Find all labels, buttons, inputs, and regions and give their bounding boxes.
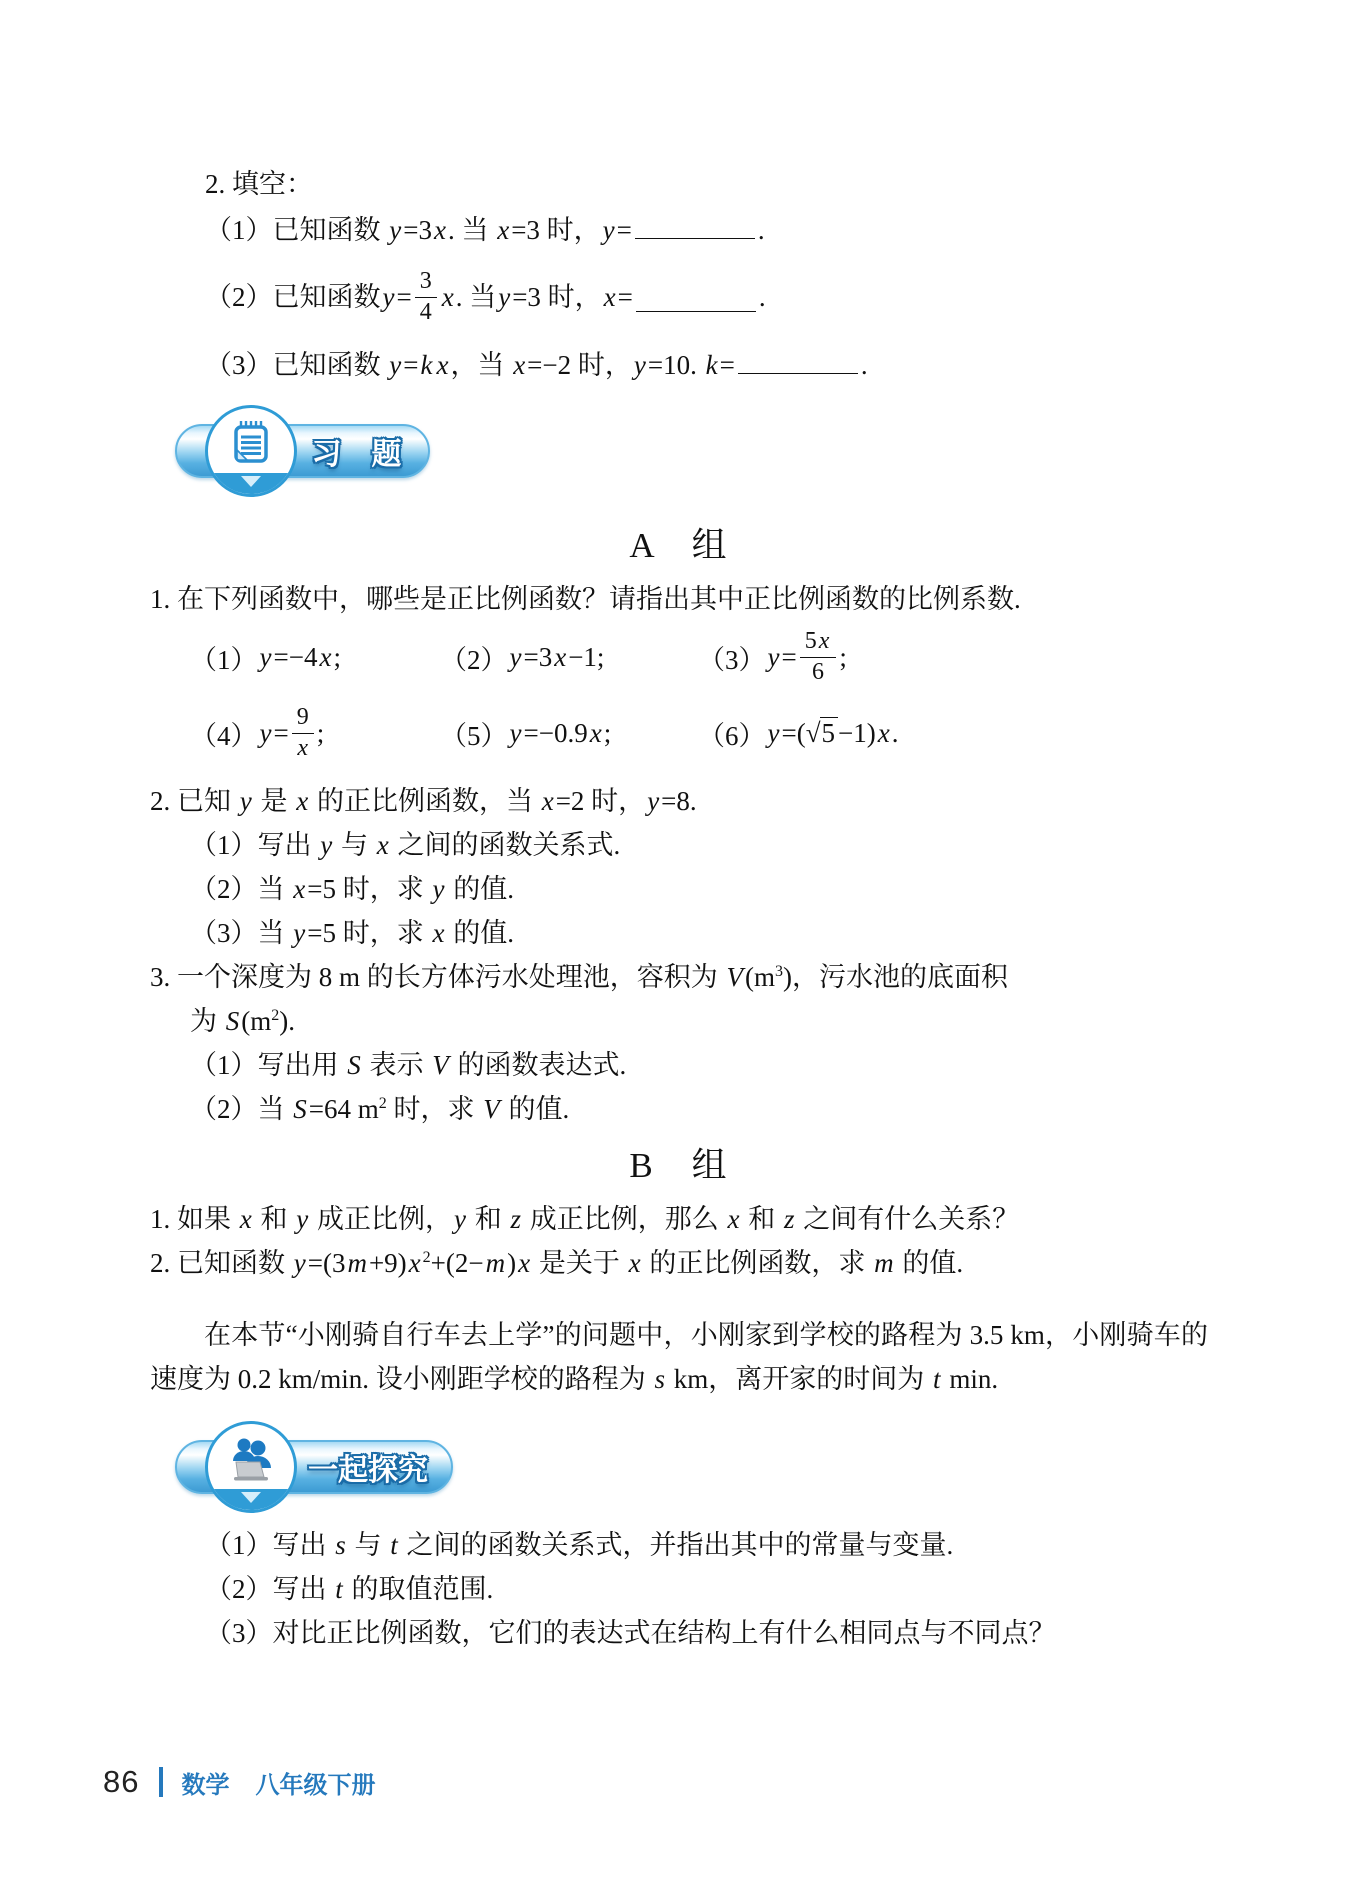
text-run: （1）写出 [190,830,319,860]
math-variable: y [389,350,402,380]
text-run: . [860,350,868,380]
fraction [800,628,837,686]
math-variable: x [296,786,309,816]
math-variable: t [335,1574,343,1604]
text-run: 1. 在下列函数中，哪些是正比例函数？请指出其中正比例函数的比例系数. [150,584,1021,614]
math-variable: y [432,874,445,904]
text-run: （4） [190,720,258,751]
page-content [150,163,1208,1655]
text-run: （3）已知函数 [205,350,388,380]
math-variable: z [783,1204,795,1234]
text-run: 和 [741,1204,782,1234]
math-variable: y [259,641,272,672]
group-b-heading: B 组 [629,1146,729,1185]
badge-chord [208,1489,294,1510]
text-run: 的值. [446,918,514,948]
exercises-badge-label: 习 题 [311,438,402,471]
text-run: 之间有什么关系？ [796,1204,1020,1234]
text-run: =5 时，求 [307,918,431,948]
text-run: 3. 一个深度为 8 m 的长方体污水处理池，容积为 [150,962,725,992]
exercises-badge [175,405,430,501]
math-variable: x [589,717,602,748]
math-variable: x [436,350,449,380]
blank-underline [738,345,858,374]
math-variable: t [390,1530,398,1560]
text-run: ; [839,641,847,672]
text-run: 为 [190,1006,224,1036]
text-run: = [273,717,289,748]
math-variable: x [554,641,567,672]
text-run: （2） [440,644,508,675]
math-variable: x [727,1204,740,1234]
math-variable: x [518,1248,531,1278]
text-run: +9) [368,1248,407,1278]
math-variable: y [602,215,615,245]
math-variable: x [441,282,454,312]
text-run: =−2 时， [527,350,632,380]
text-run: 之间的函数关系式. [390,830,621,860]
superscript: 2 [378,1095,387,1112]
math-variable: y [509,717,522,748]
math-variable: x [293,874,306,904]
math-variable: m [347,1248,367,1278]
text-run: = [616,215,632,245]
text-run: = [403,350,419,380]
text-run: 和 [467,1204,509,1234]
math-variable: m [485,1248,506,1278]
group-a-q2-sub-1 [150,823,1208,867]
group-a-q1-options-row-1 [150,621,1208,693]
text-run: 9 [296,703,309,730]
group-a-question-1 [150,577,1208,621]
text-run: 与 [334,830,375,860]
option-5 [440,714,698,753]
math-variable: x [818,627,830,654]
math-variable: y [389,215,402,245]
text-run: =64 m [308,1094,379,1124]
sqrt-expression: √5 [806,718,838,749]
math-variable: x [497,215,510,245]
math-variable: z [510,1204,521,1234]
math-variable: x [603,282,616,312]
text-run: 的正比例函数，当 [310,786,540,816]
text-run: （2）当 [190,1094,292,1124]
page-number: 86 [103,1764,140,1799]
math-variable: x [319,641,332,672]
text-run: =3 [523,641,553,672]
math-variable: y [767,641,780,672]
math-variable: y [293,918,306,948]
superscript: 2 [271,1007,280,1024]
text-run: =8. [661,786,697,816]
text-run: = [396,282,412,312]
badge-chord [208,473,294,494]
footer-divider [159,1767,163,1797]
math-variable: y [259,717,272,748]
text-run: （2）写出 [205,1574,334,1604]
text-run: 之间的函数关系式，并指出其中的常量与变量. [399,1530,954,1560]
text-run: ) [507,1248,517,1278]
chevron-down-icon [241,476,261,487]
badge-circle [205,1421,297,1513]
math-variable: t [933,1364,941,1394]
notebook-icon [228,418,274,468]
people-laptop-icon [227,1434,275,1484]
text-run: 3 [419,267,432,294]
text-run: = [719,350,735,380]
math-variable: x [628,1248,641,1278]
explore-badge-label: 一起探究 [308,1454,428,1487]
text-run: 的取值范围. [344,1574,494,1604]
bridge-paragraph [150,1313,1208,1401]
text-run: min. [942,1364,999,1394]
explore-question-1 [150,1523,1208,1567]
math-variable: x [239,1204,252,1234]
text-run: =10. [647,350,704,380]
text-run: km，离开家的时间为 [667,1364,932,1394]
text-run: （6） [698,720,766,751]
text-run: . 当 [455,282,497,312]
text-run: （3）当 [190,918,292,948]
text-run: =2 时， [555,786,646,816]
group-b-question-2 [150,1241,1208,1285]
math-variable: y [647,786,660,816]
blank-underline [636,282,756,311]
page-footer [103,1764,375,1800]
text-run: 2. 填空： [205,169,313,199]
text-run: 的值. [446,874,514,904]
math-variable: x [433,215,446,245]
option-3 [698,628,1208,686]
text-run: ; [333,641,341,672]
explore-question-3 [150,1611,1208,1655]
text-run: ，当 [450,350,512,380]
text-run: +(2− [430,1248,484,1278]
text-run: 5 [804,627,817,654]
text-run: （1）写出用 [190,1050,346,1080]
text-run: 的值. [895,1248,964,1278]
text-run: 表示 [362,1050,431,1080]
math-variable: x [376,830,389,860]
text-run: 时，求 [386,1094,482,1124]
text-run: −1) [838,717,876,748]
badge-circle [205,405,297,497]
text-run: 成正比例， [310,1204,452,1234]
text-run: （2）当 [190,874,292,904]
text-run: 的正比例函数，求 [642,1248,873,1278]
math-variable: y [320,830,333,860]
text-run: 是 [253,786,295,816]
text-run: =3 时， [511,215,601,245]
footer-edition: 八年级下册 [255,1771,376,1799]
text-run: ; [603,717,612,748]
math-variable: x [297,734,309,761]
math-variable: k [420,350,433,380]
text-run: （1）已知函数 [205,215,388,245]
text-run: )，污水池的底面积 [783,962,1009,992]
math-variable: S [225,1006,240,1036]
text-run: =(3 [307,1248,346,1278]
text-run: =−0.9 [523,717,588,748]
text-run: 与 [347,1530,389,1560]
explore-question-2 [150,1567,1208,1611]
text-run: （3） [698,644,766,675]
text-run: 是关于 [532,1248,627,1278]
text-run: 4 [419,298,432,325]
footer-subject: 数学 [181,1771,230,1799]
text-run: （1） [190,644,258,675]
text-run: 2. 已知函数 [150,1248,292,1278]
math-variable: V [432,1050,449,1080]
group-a-q1-options-row-2 [150,693,1208,773]
text-run: =3 [403,215,432,245]
fraction [415,268,437,326]
math-variable: y [382,282,395,312]
superscript: 2 [422,1249,431,1266]
text-run: 在本节“小刚骑自行车去上学”的问题中，小刚家到学校的路程为 3.5 km，小刚骑车的速度为 0.2 km/min. 设小刚距学校的路程为 [150,1320,1208,1394]
group-a-heading: A 组 [629,526,729,565]
fill-in-item-3 [150,339,1208,391]
option-6 [698,714,1208,753]
text-run: （5） [440,720,508,751]
math-variable: s [654,1364,666,1394]
math-variable: x [541,786,554,816]
group-a-question-3-line-1 [150,955,1208,999]
explore-together-badge [175,1421,453,1517]
math-variable: x [877,717,890,748]
math-variable: y [509,641,522,672]
text-run: . [891,717,899,748]
group-a-q3-sub-1 [150,1043,1208,1087]
math-variable: x [513,350,526,380]
math-variable: y [239,786,252,816]
text-run: −1; [568,641,605,672]
fill-in-title [150,163,1208,205]
math-variable: y [296,1204,309,1234]
text-run: 1. 如果 [150,1204,238,1234]
text-run: 的值. [501,1094,570,1124]
fill-in-item-1 [150,205,1208,255]
text-run: （2）已知函数 [205,282,381,312]
math-variable: s [335,1530,346,1560]
text-run: 2. 已知 [150,786,238,816]
math-variable: y [498,282,511,312]
group-a-question-3-line-2 [150,999,1208,1043]
blank-underline [635,210,755,239]
option-1 [190,638,440,677]
text-run: 6 [812,658,825,685]
math-variable: y [767,717,780,748]
text-run: 成正比例，那么 [522,1204,726,1234]
superscript: 3 [775,963,784,980]
text-run: . [757,215,765,245]
option-4 [190,704,440,762]
text-run: = [781,641,797,672]
text-run: =( [781,717,806,748]
text-run: （3）对比正比例函数，它们的表达式在结构上有什么相同点与不同点？ [205,1618,1056,1648]
math-variable: k [705,350,718,380]
text-run: （1）写出 [205,1530,334,1560]
option-2 [440,638,698,677]
fill-in-item-2 [150,255,1208,339]
math-variable: y [453,1204,466,1234]
group-a-question-2 [150,779,1208,823]
text-run: =3 时， [512,282,602,312]
math-variable: V [483,1094,500,1124]
text-run: (m [745,962,776,992]
text-run: = [617,282,633,312]
group-b-question-1 [150,1197,1208,1241]
group-a-q2-sub-2 [150,867,1208,911]
math-variable: x [432,918,445,948]
chevron-down-icon [241,1492,261,1503]
text-run: ). [279,1006,295,1036]
text-run: 的函数表达式. [450,1050,627,1080]
math-variable: y [293,1248,306,1278]
math-variable: y [633,350,646,380]
math-variable: S [347,1050,361,1080]
text-run: =5 时，求 [307,874,431,904]
text-run: =−4 [273,641,318,672]
text-run: (m [241,1006,272,1036]
group-a-q3-sub-2 [150,1087,1208,1131]
text-run: 和 [253,1204,295,1234]
math-variable: x [408,1248,421,1278]
math-variable: V [726,962,744,992]
math-variable: m [874,1248,894,1278]
text-run: . 当 [447,215,496,245]
text-run: ; [316,717,325,748]
math-variable: S [293,1094,307,1124]
fraction [292,704,314,762]
text-run: . [758,282,766,312]
group-a-q2-sub-3 [150,911,1208,955]
